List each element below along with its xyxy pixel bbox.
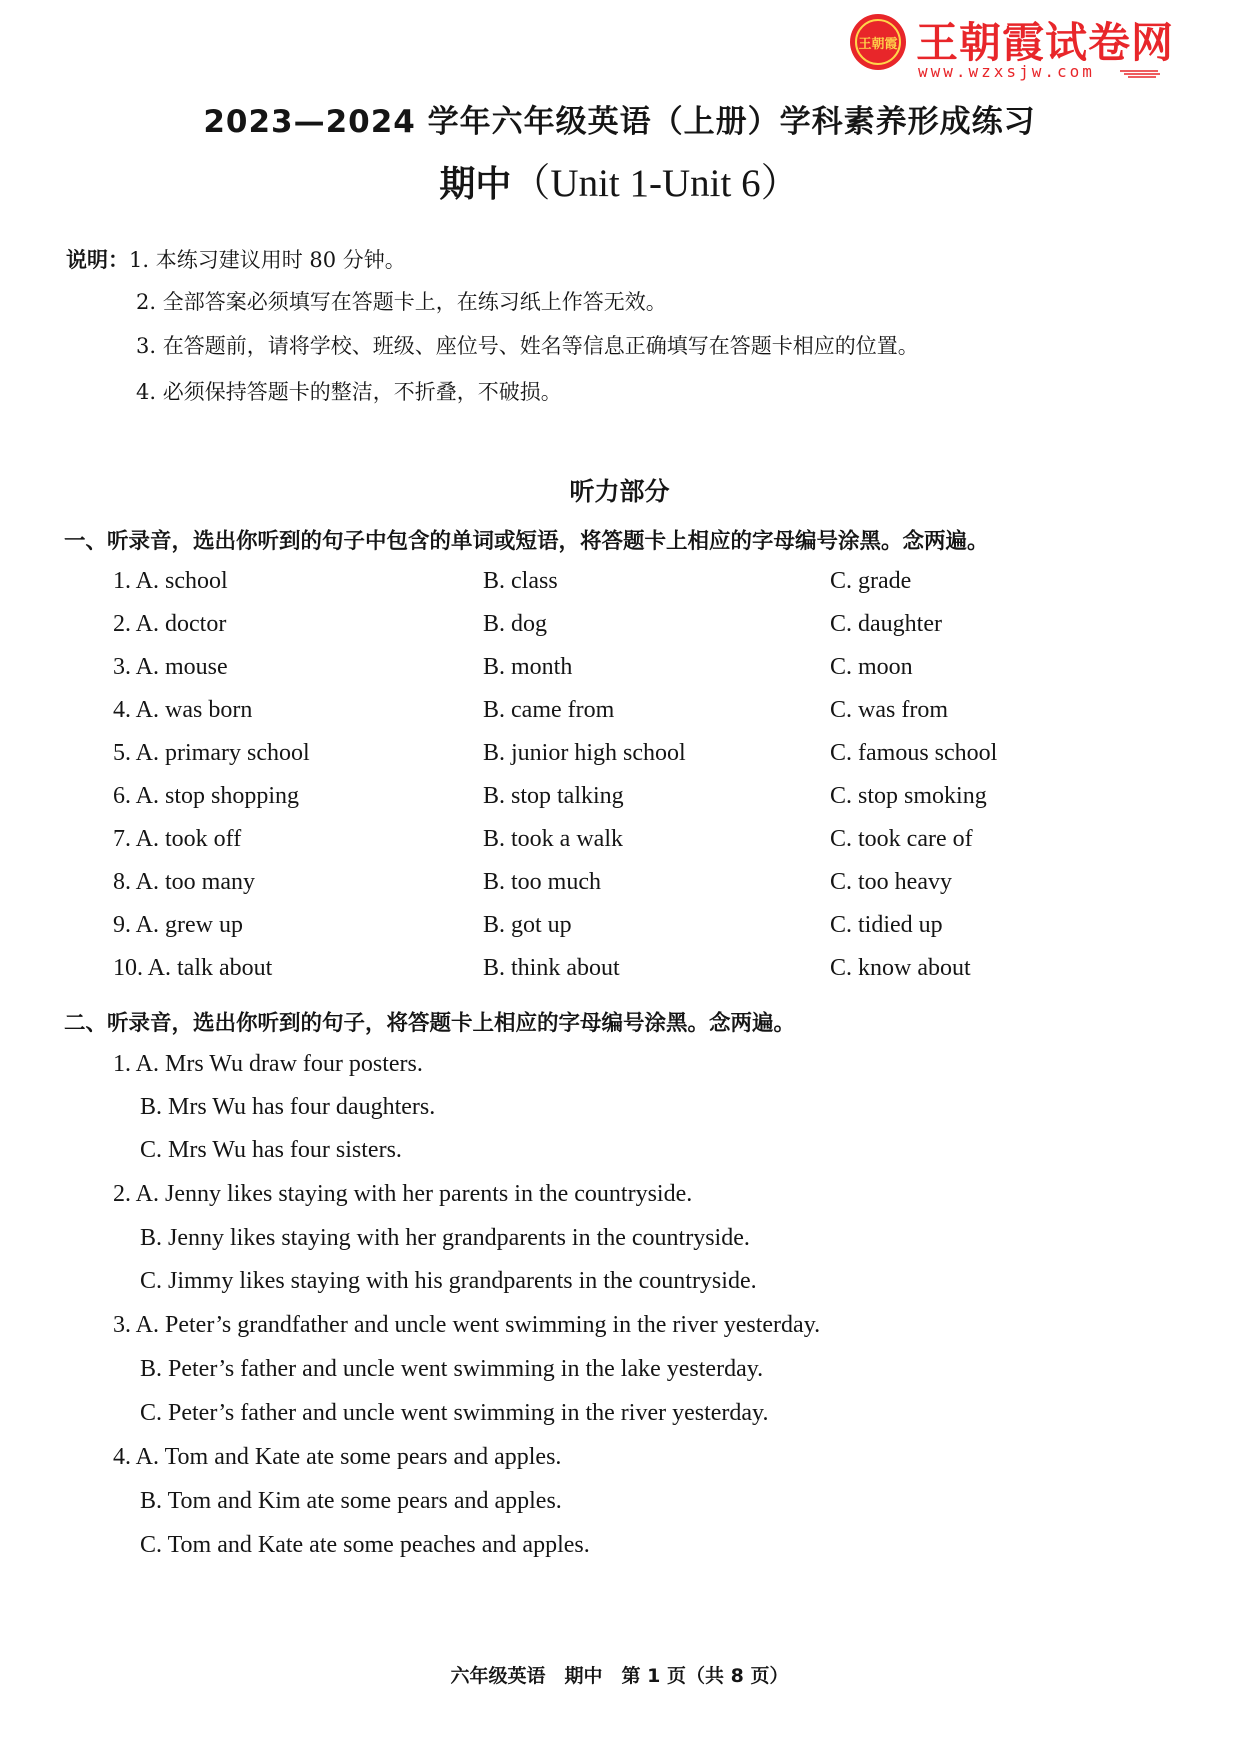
instruction-line-1 <box>66 244 406 274</box>
part1-q10-option-b: B. think about <box>483 955 620 981</box>
part1-q3-option-c: C. moon <box>830 654 913 680</box>
part1-q6-option-a: 6. A. stop shopping <box>113 783 300 809</box>
part2-q1-option-b: B. Mrs Wu has four daughters. <box>140 1094 436 1120</box>
instruction-line-4: 4. 必须保持答题卡的整洁，不折叠，不破损。 <box>136 380 562 404</box>
seal-text: 王朝霞 <box>858 37 898 52</box>
part1-q10-option-a: 10. A. talk about <box>113 955 273 981</box>
part1-q5-option-a: 5. A. primary school <box>113 740 310 766</box>
part1-q2-option-b: B. dog <box>483 611 548 637</box>
part2-q4-option-b: B. Tom and Kim ate some pears and apples. <box>140 1488 562 1514</box>
part1-q8-option-c: C. too heavy <box>830 869 952 895</box>
part2-q3-option-b: B. Peter’s father and uncle went swimming in the lake yesterday. <box>140 1356 764 1382</box>
part1-q6-option-c: C. stop smoking <box>830 783 987 809</box>
part1-q10-option-c: C. know about <box>830 955 971 981</box>
exam-title: 2023—2024 学年六年级英语（上册）学科素养形成练习 <box>203 104 1036 140</box>
part2-q2-option-a: 2. A. Jenny likes staying with her parents in the countryside. <box>113 1181 693 1207</box>
part2-q4-option-a: 4. A. Tom and Kate ate some pears and apples. <box>113 1444 562 1470</box>
part1-q7-option-a: 7. A. took off <box>113 826 242 852</box>
part1-q2-option-a: 2. A. doctor <box>113 611 227 637</box>
instruction-line-2: 2. 全部答案必须填写在答题卡上，在练习纸上作答无效。 <box>136 290 667 314</box>
part1-q8-option-b: B. too much <box>483 869 601 895</box>
site-logo <box>848 10 1175 81</box>
part1-q9-option-a: 9. A. grew up <box>113 912 243 938</box>
part1-q1-option-a: 1. A. school <box>113 568 228 594</box>
exam-subtitle <box>0 152 1239 208</box>
exam-subtitle-cn: 期中 <box>439 164 512 205</box>
part2-q4-option-c: C. Tom and Kate ate some peaches and apples. <box>140 1532 590 1558</box>
part2-title: 二、听录音，选出你听到的句子，将答题卡上相应的字母编号涂黑。念两遍。 <box>64 1011 796 1036</box>
part2-q3-option-c: C. Peter’s father and uncle went swimming in the river yesterday. <box>140 1400 769 1426</box>
part1-q1-option-c: C. grade <box>830 568 912 594</box>
part1-q2-option-c: C. daughter <box>830 611 942 637</box>
logo-name: 王朝霞试卷网 <box>916 18 1175 67</box>
part1-q7-option-c: C. took care of <box>830 826 973 852</box>
part2-q3-option-a: 3. A. Peter’s grandfather and uncle went swimming in the river yesterday. <box>113 1312 821 1338</box>
part1-q5-option-c: C. famous school <box>830 740 998 766</box>
part2-q1-option-c: C. Mrs Wu has four sisters. <box>140 1137 402 1163</box>
part1-q3-option-b: B. month <box>483 654 573 680</box>
logo-url: www.wzxsjw.com <box>918 62 1095 81</box>
part1-q4-option-a: 4. A. was born <box>113 697 253 723</box>
section-heading: 听力部分 <box>569 477 670 506</box>
seal-icon <box>848 12 908 72</box>
exam-subtitle-units: （Unit 1-Unit 6） <box>511 162 800 205</box>
instruction-line-3: 3. 在答题前，请将学校、班级、座位号、姓名等信息正确填写在答题卡相应的位置。 <box>136 334 919 358</box>
part2-q1-option-a: 1. A. Mrs Wu draw four posters. <box>113 1051 423 1077</box>
part1-q3-option-a: 3. A. mouse <box>113 654 228 680</box>
part1-q9-option-b: B. got up <box>483 912 572 938</box>
part1-q6-option-b: B. stop talking <box>483 783 624 809</box>
page-footer: 六年级英语 期中 第 1 页（共 8 页） <box>450 1665 789 1687</box>
part1-q4-option-b: B. came from <box>483 697 615 723</box>
instruction-text-1: 1. 本练习建议用时 80 分钟。 <box>129 248 406 272</box>
part1-q1-option-b: B. class <box>483 568 558 594</box>
part1-q5-option-b: B. junior high school <box>483 740 686 766</box>
part1-q4-option-c: C. was from <box>830 697 948 723</box>
swoosh-icon <box>1120 68 1160 78</box>
part2-q2-option-b: B. Jenny likes staying with her grandparents in the countryside. <box>140 1225 750 1251</box>
part2-q2-option-c: C. Jimmy likes staying with his grandparents in the countryside. <box>140 1268 757 1294</box>
part1-q8-option-a: 8. A. too many <box>113 869 255 895</box>
part1-q7-option-b: B. took a walk <box>483 826 623 852</box>
part1-title: 一、听录音，选出你听到的句子中包含的单词或短语，将答题卡上相应的字母编号涂黑。念两遍。 <box>64 529 989 554</box>
instructions-label: 说明： <box>66 247 129 272</box>
part1-q9-option-c: C. tidied up <box>830 912 943 938</box>
